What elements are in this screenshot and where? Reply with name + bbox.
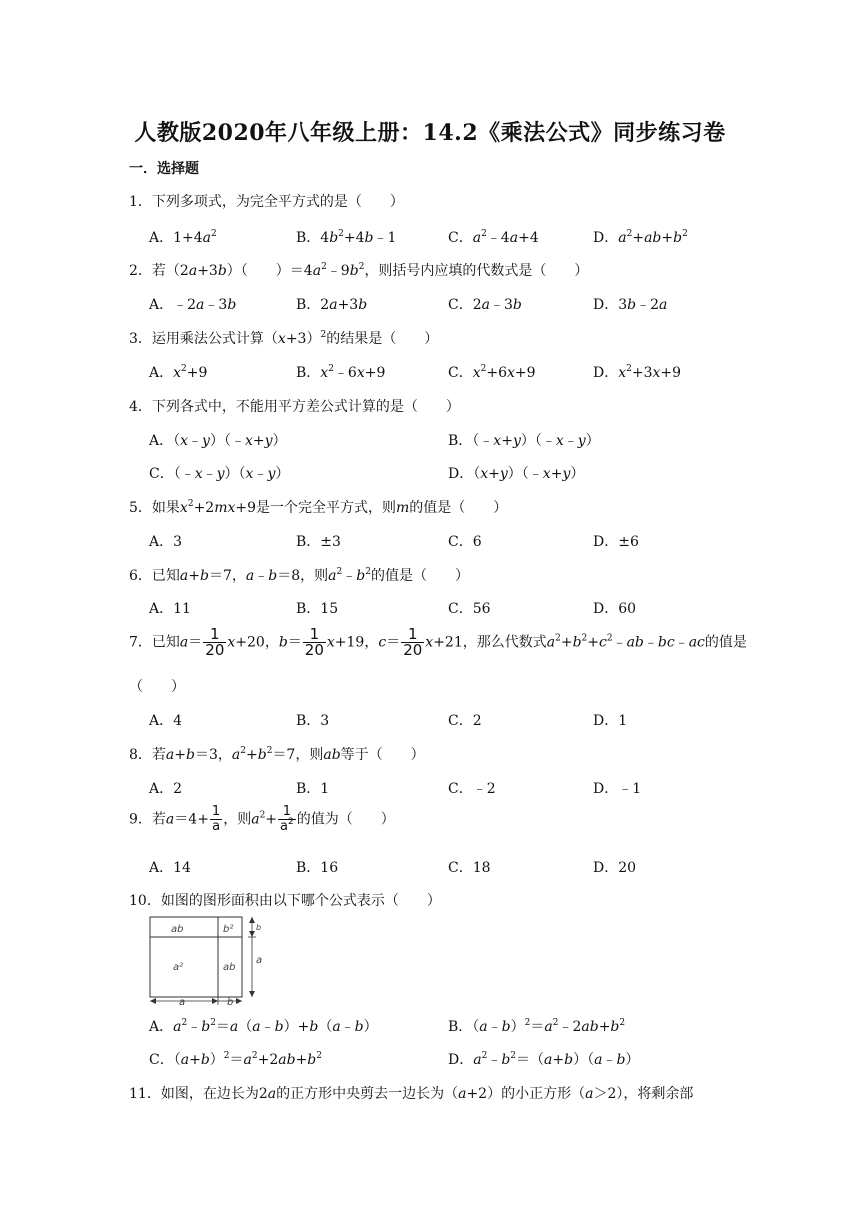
q6-option-c[interactable]: C．56 <box>448 601 491 617</box>
figure-dim-b-vertical: b <box>256 923 262 932</box>
q1-option-a[interactable]: A．$1+4a^2$ <box>149 229 217 246</box>
question-6: 6．已知a+b＝7，a﹣b＝8，则$a^2﹣b^2$的值是（ ） <box>129 567 469 584</box>
q5-option-c[interactable]: C．6 <box>448 534 482 550</box>
figure-label-ab-top: ab <box>171 924 184 935</box>
q3-option-c[interactable]: C．$x^2+6x+9$ <box>448 364 536 381</box>
q7-option-c[interactable]: C．2 <box>448 713 482 729</box>
question-11: 11．如图，在边长为2a的正方形中央剪去一边长为（a+2）的小正方形（a＞2），将剩余部 <box>129 1086 694 1102</box>
question-5: 5．如果$x^2+2mx+9$是一个完全平方式，则m的值是（ ） <box>129 499 508 516</box>
q9-option-a[interactable]: A．14 <box>149 860 191 876</box>
q2-option-a[interactable]: A．﹣2a﹣3b <box>149 297 237 313</box>
question-9: 9．若a＝4+ $\frac{1}{a}$ ，则$a^2+$ $\frac{1}{a^2}$ 的值为（ ） <box>129 804 395 834</box>
q6-option-a[interactable]: A．11 <box>149 601 191 617</box>
q3-option-d[interactable]: D．$x^2+3x+9$ <box>593 364 682 381</box>
q9-option-d[interactable]: D．20 <box>593 860 637 876</box>
q5-option-a[interactable]: A．3 <box>149 534 183 550</box>
q2-option-b[interactable]: B．2a+3b <box>296 297 368 313</box>
q6-option-d[interactable]: D．60 <box>593 601 637 617</box>
figure-dim-a-vertical: a <box>256 955 263 966</box>
figure-dim-a-horizontal: a <box>179 997 186 1007</box>
fraction-1-over-a: $\frac{1}{a}$ <box>211 804 221 834</box>
q3-option-b[interactable]: B．$x^2﹣6x+9$ <box>296 364 386 381</box>
q2-option-c[interactable]: C．2a﹣3b <box>448 297 522 313</box>
q9-option-b[interactable]: B．16 <box>296 860 339 876</box>
question-1: 1．下列多项式，为完全平方式的是（ ） <box>129 194 404 210</box>
question-10: 10．如图的图形面积由以下哪个公式表示（ ） <box>129 893 441 909</box>
fraction-1-20: $\frac{1}{20}$ <box>403 625 423 659</box>
q4-option-b[interactable]: B．（﹣x+y）（﹣x﹣y） <box>448 433 600 449</box>
q7-option-a[interactable]: A．4 <box>149 713 183 729</box>
q10-option-b[interactable]: B．$(a﹣b)^2=a^2﹣2ab+b^2$ <box>448 1018 626 1035</box>
figure-dim-b-horizontal: b <box>227 997 234 1007</box>
q10-option-d[interactable]: D．$a^2﹣b^2=(a+b)(a﹣b)$ <box>448 1051 640 1068</box>
q8-option-d[interactable]: D．﹣1 <box>593 781 642 797</box>
question-4: 4．下列各式中，不能用平方差公式计算的是（ ） <box>129 399 460 415</box>
q10-option-c[interactable]: C．$(a+b)^2=a^2+2ab+b^2$ <box>149 1051 322 1068</box>
q1-option-b[interactable]: B．$4b^2+4b﹣1$ <box>296 229 397 246</box>
q10-option-a[interactable]: A．$a^2﹣b^2=a(a﹣b)+b(a﹣b)$ <box>149 1018 378 1035</box>
section-heading: 一．选择题 <box>129 161 199 177</box>
question-7: 7．已知a＝ $\frac{1}{20}$ x+20，b＝ $\frac{1}{20}$ x+19，c＝ $\frac{1}{20}$ x+21，那么代数式$a^2+b^2+c^2﹣ab﹣bc﹣ac$的值是 <box>129 625 747 659</box>
q1-option-d[interactable]: D．$a^2+ab+b^2$ <box>593 229 688 246</box>
q8-option-c[interactable]: C．﹣2 <box>448 781 496 797</box>
fraction-1-20: $\frac{1}{20}$ <box>205 625 225 659</box>
worksheet-title: 人教版2020年八年级上册：14.2《乘法公式》同步练习卷 <box>134 120 726 146</box>
q4-option-a[interactable]: A．（x﹣y）（﹣x+y） <box>149 433 287 449</box>
q8-option-b[interactable]: B．1 <box>296 781 330 797</box>
q7-option-d[interactable]: D．1 <box>593 713 628 729</box>
q3-option-a[interactable]: A．$x^2+9$ <box>149 364 208 381</box>
fraction-1-over-a-squared: $\frac{1}{a^2}$ <box>280 804 294 834</box>
q1-option-c[interactable]: C．$a^2﹣4a+4$ <box>448 229 539 246</box>
question-8: 8．若a+b＝3，$a^2+b^2=7$，则ab等于（ ） <box>129 746 425 763</box>
figure-label-b-squared: b² <box>223 924 234 935</box>
q5-option-b[interactable]: B．±3 <box>296 534 341 550</box>
q9-option-c[interactable]: C．18 <box>448 860 491 876</box>
area-model-figure <box>146 913 270 1007</box>
q8-option-a[interactable]: A．2 <box>149 781 183 797</box>
q2-option-d[interactable]: D．3b﹣2a <box>593 297 668 313</box>
q7-option-b[interactable]: B．3 <box>296 713 330 729</box>
q4-option-c[interactable]: C．（﹣x﹣y）（x﹣y） <box>149 466 290 482</box>
question-2: 2．若（2a+3b）（ ）$=4a^2﹣9b^2$，则括号内应填的代数式是（ ） <box>129 262 589 279</box>
q6-option-b[interactable]: B．15 <box>296 601 339 617</box>
fraction-1-20: $\frac{1}{20}$ <box>304 625 324 659</box>
figure-label-a-squared: a² <box>173 962 184 973</box>
question-7-continued: （ ） <box>129 679 185 695</box>
q4-option-d[interactable]: D．（x+y）（﹣x+y） <box>448 466 585 482</box>
q5-option-d[interactable]: D．±6 <box>593 534 639 550</box>
question-3: 3．运用乘法公式计算$(x+3)^2$的结果是（ ） <box>129 330 439 347</box>
figure-label-ab-right: ab <box>223 962 236 973</box>
